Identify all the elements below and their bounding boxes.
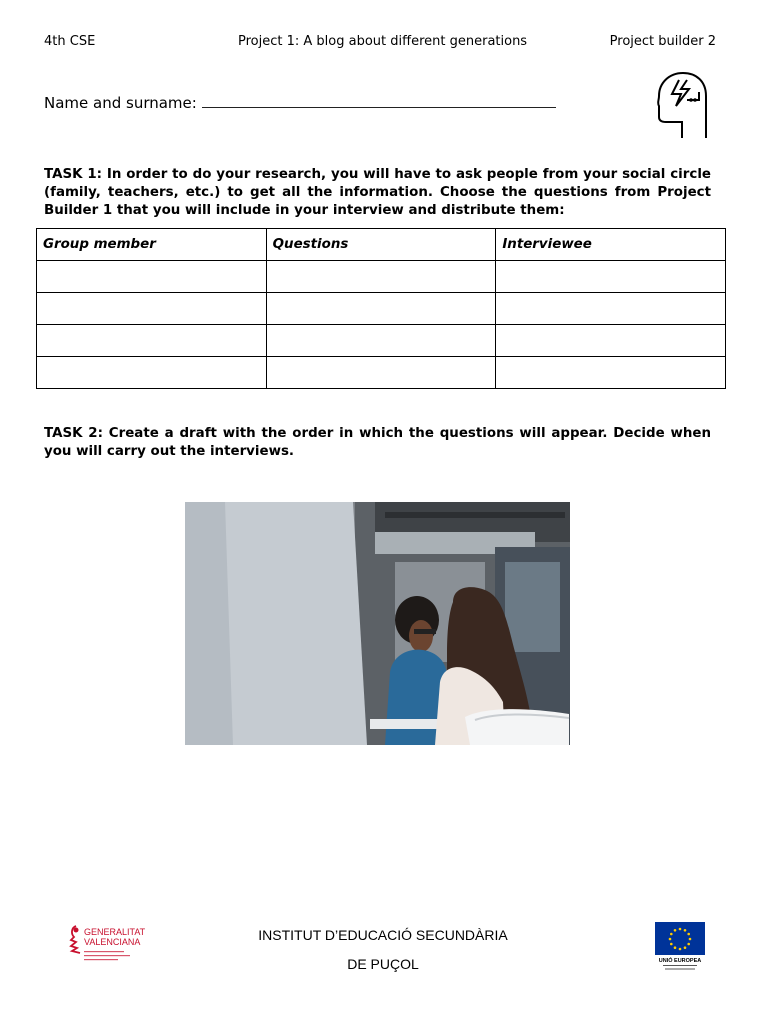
table-cell[interactable] (266, 261, 496, 293)
column-header: Questions (266, 229, 496, 261)
table-cell[interactable] (37, 357, 267, 389)
header-project-title: Project 1: A blog about different generations (238, 34, 528, 49)
table-cell[interactable] (266, 325, 496, 357)
table-cell[interactable] (496, 293, 726, 325)
table-cell[interactable] (37, 261, 267, 293)
generalitat-valenciana-logo (68, 922, 158, 970)
column-header: Group member (37, 229, 267, 261)
table-cell[interactable] (496, 261, 726, 293)
gv-logo-line2: VALENCIANA (84, 937, 141, 947)
gv-logo-line1: GENERALITAT (84, 927, 146, 937)
table-cell[interactable] (496, 325, 726, 357)
header-project-builder: Project builder 2 (609, 34, 716, 49)
table-cell[interactable] (37, 325, 267, 357)
interview-photo (185, 502, 570, 745)
table-cell[interactable] (496, 357, 726, 389)
name-field-label: Name and surname: (44, 94, 197, 112)
table-cell[interactable] (37, 293, 267, 325)
footer-institute-line1: INSTITUT D’EDUCACIÓ SECUNDÀRIA (258, 927, 508, 943)
column-header: Interviewee (496, 229, 726, 261)
table-row (37, 261, 726, 293)
header-course: 4th CSE (44, 34, 96, 49)
name-field (44, 94, 556, 112)
table-row (37, 293, 726, 325)
distribution-table (36, 228, 726, 389)
footer-institute-line2: DE PUÇOL (347, 956, 419, 972)
table-row (37, 357, 726, 389)
task-2-instructions: TASK 2: Create a draft with the order in which the questions will appear. Decide when you will carry out the interviews. (44, 426, 711, 459)
eu-flag-logo (655, 922, 705, 978)
head-lightning-icon (654, 70, 712, 146)
table-header-row (37, 229, 726, 261)
table-row (37, 325, 726, 357)
table-cell[interactable] (266, 357, 496, 389)
eu-logo-label: UNIÓ EUROPEA (658, 958, 702, 964)
name-blank-line (202, 94, 556, 108)
task-1-instructions: TASK 1: In order to do your research, you will have to ask people from your social circle (family, teachers, etc.) to get all the information. Choose the questions from Project Builder 1 that you will include in your interview and distribute them: (44, 167, 711, 218)
table-cell[interactable] (266, 293, 496, 325)
